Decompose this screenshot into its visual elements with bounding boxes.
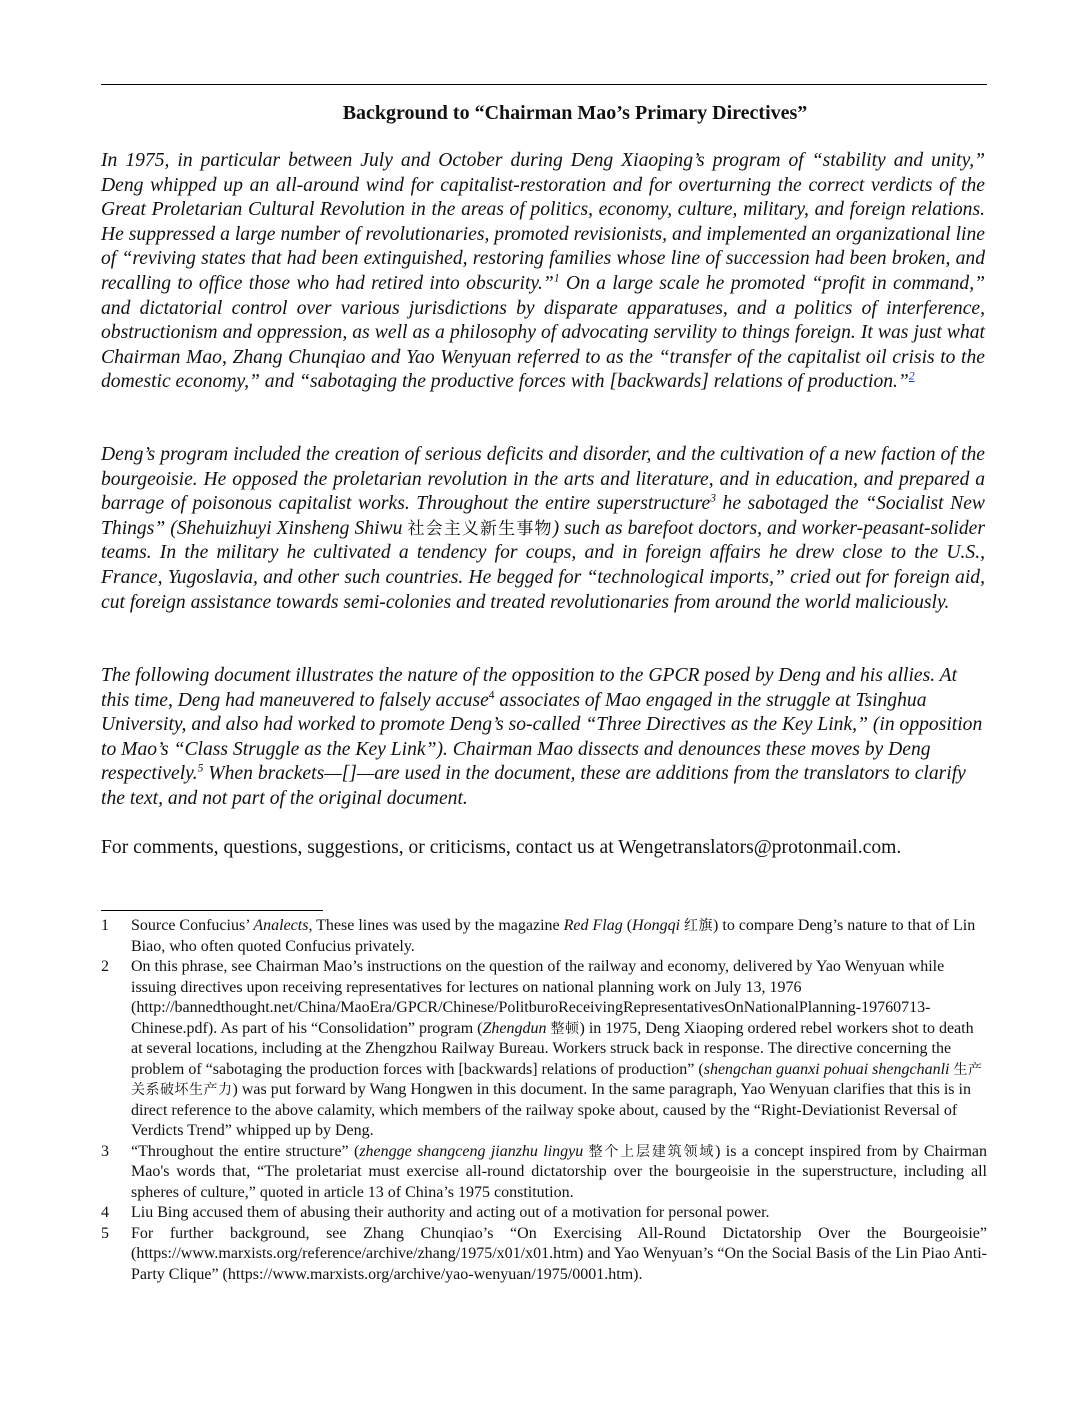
footnotes — [101, 916, 987, 1285]
paragraph-3-text-a: The following document illustrates the nature of the opposition to the GPCR posed by Deng and his allies. At this time, Deng had maneuvered to falsely accuse — [101, 665, 958, 711]
paragraph-2 — [101, 443, 985, 615]
footnote-5 — [101, 1224, 987, 1286]
footnote-ref-5[interactable]: 5 — [197, 762, 204, 775]
footnote-4 — [101, 1203, 987, 1224]
header-rule — [101, 84, 987, 85]
paragraph-2-text-a: Deng’s program included the creation of serious deficits and disorder, and the cultivation of a new faction of the bourgeoisie. He opposed the proletarian revolution in the arts and literature, and in education, and prepared a barrage of poisonous capitalist works. Throughout the entire superstructure — [101, 444, 985, 515]
paragraph-2-text-c: ) such as barefoot doctors, and worker-peasant-solider teams. In the military he cultivated a tendency for coups, and in foreign affairs he drew close to the U.S., France, Yugoslavia, and other such countries. He begged for “technological imports,” cried out for foreign aid, cut foreign assistance towards semi-colonies and treated revolutionaries from around the world maliciously. — [101, 517, 985, 613]
paragraph-3 — [101, 664, 985, 812]
footnote-number: 2 — [101, 958, 109, 975]
paragraph-1-text-b: On a large scale he promoted “profit in command,” and dictatorial control over various jurisdictions by disparate apparatuses, and a politics of interference, obstructionism and oppression, as well as a philosophy of advocating servility to things foreign. It was just what Chairman Mao, Zhang Chunqiao and Yao Wenyuan referred to as the “transfer of the capitalist oil crisis to the domestic economy,” and “sabotaging the productive forces with [backwards] relations of production.” — [101, 272, 985, 393]
contact-line: For comments, questions, suggestions, or criticisms, contact us at Wengetranslators@protonmail.com. — [101, 837, 902, 858]
footnote-separator — [101, 910, 323, 911]
paragraph-3-text-c: When brackets—[]—are used in the document, these are additions from the translators to clarify the text, and not part of the original document. — [101, 763, 966, 809]
chinese-term: 社会主义新生事物 — [407, 518, 553, 539]
footnote-number: 4 — [101, 1204, 109, 1221]
footnote-ref-4[interactable]: 4 — [488, 689, 495, 702]
paragraph-1-text-a: In 1975, in particular between July and October during Deng Xiaoping’s program of “stability and unity,” Deng whipped up an all-around wind for capitalist-restoration and for overturning the correct verdicts of the Great Proletarian Cultural Revolution in the areas of politics, economy, culture, military, and foreign relations. He suppressed a large number of revolutionaries, promoted revisionists, and implemented an organizational line of “reviving states that had been extinguished, restoring families whose line of succession had been broken, and recalling to office those who had retired into obscurity.” — [101, 150, 985, 294]
footnote-ref-3[interactable]: 3 — [710, 492, 716, 505]
page-title: Background to “Chairman Mao’s Primary Directives” — [342, 102, 808, 124]
footnote-ref-2[interactable]: 2 — [908, 370, 915, 383]
paragraph-3-text-b: associates of Mao engaged in the struggle at Tsinghua University, and also had worked to promote Deng’s so-called “Three Directives as the Key Link,” (in opposition to Mao’s “Class Struggle as the Key Link”). Chairman Mao dissects and denounces these moves by Deng respectively. — [101, 689, 983, 785]
footnote-text: Source Confucius’ Analects, These lines was used by the magazine Red Flag (Hongqi 红旗) to compare Deng’s nature to that of Lin Biao, who often quoted Confucius privately. — [131, 917, 976, 955]
footnote-text: For further background, see Zhang Chunqiao’s “On Exercising All-Round Dictatorship Over the Bourgeoisie” (https://www.marxists.org/reference/archive/zhang/1975/x01/x01.htm) and Yao Wenyuan’s “On the Social Basis of the Lin Piao Anti-Party Clique” (https://www.marxists.org/archive/yao-wenyuan/1975/0001.htm). — [131, 1224, 987, 1283]
pinyin-term: Shehuizhuyi Xinsheng Shiwu — [176, 517, 403, 539]
footnote-text: “Throughout the entire structure” (zhengge shangceng jianzhu lingyu 整个上层建筑领域) is a concept inspired from by Chairman Mao's words that, “The proletariat must exercise all-round dictatorship over the bourgeoisie in the superstructure, including all spheres of culture,” quoted in article 13 of China’s 1975 constitution. — [131, 1142, 988, 1201]
footnote-text: Liu Bing accused them of abusing their authority and acting out of a motivation for personal power. — [131, 1204, 770, 1221]
footnote-number: 3 — [101, 1142, 109, 1160]
footnote-text: On this phrase, see Chairman Mao’s instructions on the question of the railway and economy, delivered by Yao Wenyuan while issuing directives upon receiving representatives for lectures on national planning work on July 13, 1976 (http://bannedthought.net/China/MaoEra/GPCR/Chinese/PolitburoReceivingRepresentativesOnNationalPlanning-19760713-Chinese.pdf). As part of his “Consolidation” program (Zhengdun 整顿) in 1975, Deng Xiaoping ordered rebel workers shot to death at several locations, including at the Zhengzhou Railway Bureau. Workers struck back in response. The directive concerning the problem of “sabotaging the production forces with [backwards] relations of production” (shengchan guanxi pohuai shengchanli 生产关系破坏生产力) was put forward by Wang Hongwen in this document. In the same paragraph, Yao Wenyuan clarifies that this is in direct reference to the above calamity, which members of the railway spoke about, caused by the “Right-Deviationist Reversal of Verdicts Trend” whipped up by Deng. — [131, 958, 983, 1139]
footnote-1 — [101, 916, 987, 957]
footnote-number: 1 — [101, 917, 109, 934]
footnote-2 — [101, 957, 987, 1142]
paragraph-1 — [101, 149, 985, 395]
paragraph-2-text-b: he sabotaged the “Socialist New Things” ( — [101, 493, 985, 539]
footnote-number: 5 — [101, 1224, 109, 1242]
footnote-3 — [101, 1142, 987, 1204]
footnote-ref-1[interactable]: 1 — [553, 272, 560, 285]
